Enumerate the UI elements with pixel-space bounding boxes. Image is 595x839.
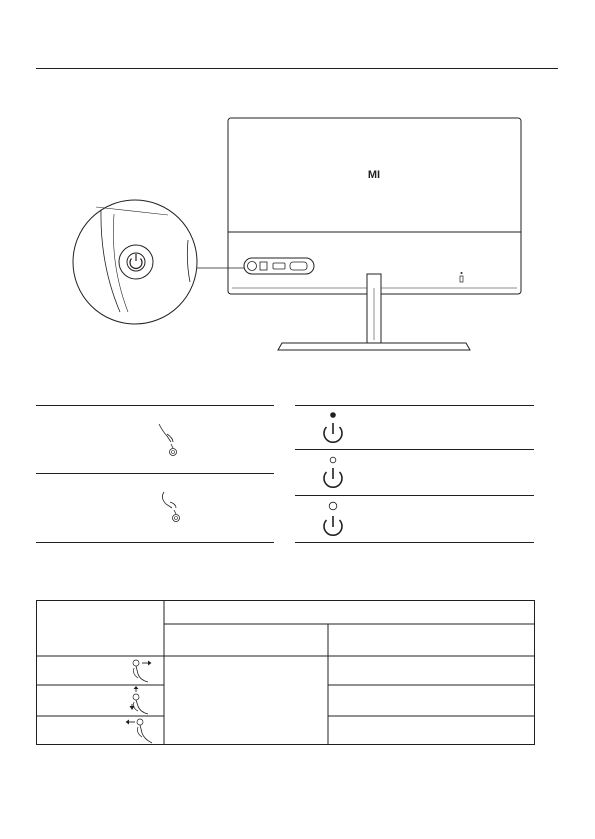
monitor-panel: [228, 118, 521, 294]
monitor-stand-base: [278, 343, 470, 350]
monitor-back-illustration: [0, 0, 595, 380]
power-indicator-off-icon: [318, 500, 348, 538]
swipe-right-gesture-icon: [128, 658, 160, 684]
left-table-rule-bottom: [36, 542, 274, 543]
swipe-left-gesture-icon: [124, 717, 158, 745]
zoom-callout: [73, 200, 197, 324]
hdmi-port: [273, 263, 285, 269]
gesture-table: [36, 600, 535, 745]
right-table-rule-2: [295, 495, 534, 496]
power-indicator-solid-icon: [318, 410, 348, 444]
left-table-rule-mid: [36, 473, 274, 474]
right-table-rule-1: [295, 449, 534, 450]
brand-logo: MI: [367, 169, 381, 181]
press-hold-button-icon: [158, 488, 184, 528]
dc-in-port: [260, 262, 267, 270]
port-panel: [244, 258, 314, 274]
port-power-button: [248, 262, 257, 271]
right-table-rule-top: [295, 405, 534, 406]
power-indicator-outline-icon: [318, 455, 348, 489]
left-table-rule-top: [36, 405, 274, 406]
swipe-up-down-gesture-icon: [128, 686, 160, 716]
press-button-icon: [155, 420, 181, 460]
lock-slot: [460, 276, 463, 282]
right-table-rule-bottom: [295, 542, 534, 543]
vga-port: [290, 262, 307, 270]
